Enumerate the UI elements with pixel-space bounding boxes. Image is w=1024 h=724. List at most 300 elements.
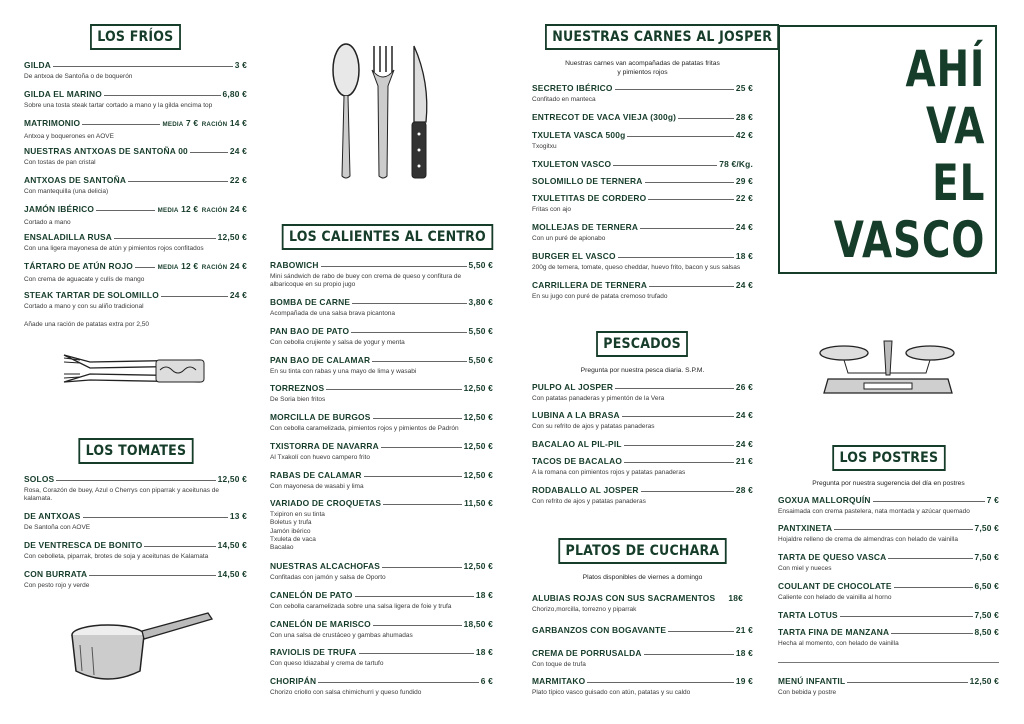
dish-description: Rosa, Corazón de buey, Azul o Cherrys con piparrak y aceitunas de kalamata. [24, 487, 219, 503]
dot-leader [83, 517, 228, 518]
dish-price: 7,50 € [974, 552, 999, 562]
menu-item-row [532, 625, 753, 635]
menu-item-row [24, 232, 247, 242]
dot-leader [381, 447, 462, 448]
dish-description: De Santoña con AOVE [24, 524, 91, 531]
dish-description: Con pesto rojo y verde [24, 582, 90, 589]
menu-item [532, 456, 753, 477]
dish-name: PANTXINETA [778, 523, 833, 533]
dot-leader [373, 625, 462, 626]
dot-leader [648, 199, 734, 200]
menu-item [270, 590, 493, 611]
dish-name: CANELÓN DE PATO [270, 590, 353, 600]
portion-label: RACIÓN [201, 207, 228, 214]
dish-price: 12,50 € [463, 441, 493, 451]
dot-leader [640, 228, 734, 229]
section-title-cuchara: PLATOS DE CUCHARA [558, 538, 726, 564]
dish-description: Plato típico vasco guisado con atún, patatas y su caldo [532, 689, 691, 696]
menu-item-row [778, 581, 999, 591]
dish-description: Fritas con ajo [532, 206, 572, 213]
dish-price: MEDIA 7 € RACIÓN 14 € [162, 118, 247, 128]
menu-item [270, 619, 493, 640]
divider [778, 662, 999, 663]
menu-item-row [270, 470, 493, 480]
menu-item-row [532, 112, 753, 122]
menu-item [270, 260, 493, 290]
menu-item-row [270, 297, 493, 307]
dish-description: Con un puré de apionabo [532, 235, 606, 242]
menu-item [24, 89, 247, 110]
menu-item [532, 593, 753, 614]
dish-price: 6 € [480, 676, 493, 686]
dot-leader [622, 416, 734, 417]
carnes-intro [532, 60, 753, 77]
menu-item-row [270, 647, 493, 657]
dish-name: RABOWICH [270, 260, 319, 270]
dot-leader [355, 596, 474, 597]
menu-item-row [532, 676, 753, 686]
dish-description: Chorizo,morcilla, torrezno y piparrak [532, 606, 637, 613]
dish-price: 8,50 € [974, 627, 999, 637]
dish-price: 28 € [735, 485, 753, 495]
dish-price: 29 € [735, 176, 753, 186]
menu-item [24, 204, 247, 227]
dot-leader [613, 165, 717, 166]
dish-name: BOMBA DE CARNE [270, 297, 351, 307]
menu-item [532, 625, 753, 635]
dish-price: 21 € [735, 625, 753, 635]
dish-name: MARMITAKO [532, 676, 586, 686]
dish-name: TXULETA VASCA 500g [532, 130, 626, 140]
menu-item [778, 523, 999, 544]
dish-name: ENTRECOT DE VACA VIEJA (300g) [532, 112, 677, 122]
menu-item [532, 280, 753, 301]
dish-name: LUBINA A LA BRASA [532, 410, 620, 420]
carnes-intro-line: y pimientos rojos [617, 68, 668, 76]
dish-description: Con bebida y postre [778, 689, 837, 696]
dot-leader [56, 480, 215, 481]
dish-price: 14,50 € [217, 540, 247, 550]
menu-item [532, 410, 753, 431]
dish-description: Con toque de trufa [532, 661, 586, 668]
dish-price: 18 € [475, 647, 493, 657]
dish-description: Ensaimada con crema pastelera, nata montada y azúcar quemado [778, 508, 970, 515]
tongs-icon [60, 350, 230, 395]
dish-price: 13 € [229, 511, 247, 521]
dish-name: NUESTRAS ALCACHOFAS [270, 561, 381, 571]
menu-item-row [270, 326, 493, 336]
dot-leader [587, 682, 734, 683]
section-title-calientes: LOS CALIENTES AL CENTRO [282, 224, 493, 250]
menu-item-row [532, 485, 753, 495]
dot-leader [891, 633, 972, 634]
dish-price: 12,50 € [463, 412, 493, 422]
dot-leader [644, 654, 734, 655]
dish-description: Mini sándwich de rabo de buey con crema de queso y confitura de albaricoque en su propio jugo [270, 273, 462, 289]
dish-description: Con refrito de ajos y patatas panaderas [532, 498, 646, 505]
section-title-pescados: PESCADOS [596, 331, 688, 357]
dish-name: BURGER EL VASCO [532, 251, 616, 261]
menu-item [532, 251, 753, 272]
dot-leader [834, 529, 972, 530]
menu-item [270, 441, 493, 462]
dish-name: CARRILLERA DE TERNERA [532, 280, 648, 290]
dish-name: PAN BAO DE PATO [270, 326, 350, 336]
section-title-tomates: LOS TOMATES [78, 438, 193, 464]
menu-item-row [532, 222, 753, 232]
menu-item-row [270, 441, 493, 451]
dish-description: Caliente con helado de vainilla al horno [778, 594, 892, 601]
section-title-carnes: NUESTRAS CARNES AL JOSPER [545, 24, 779, 50]
dish-name: STEAK TARTAR DE SOLOMILLO [24, 290, 159, 300]
menu-item-row [24, 474, 247, 484]
dish-description: Con queso Idiazabal y crema de tartufo [270, 660, 384, 667]
dish-name: RODABALLO AL JOSPER [532, 485, 639, 495]
dish-price: 22 € [735, 193, 753, 203]
menu-item-row [532, 593, 753, 603]
dish-price: MEDIA 12 € RACIÓN 24 € [157, 204, 247, 214]
menu-item [24, 146, 247, 167]
menu-item [24, 474, 247, 504]
menu-item [270, 326, 493, 347]
menu-item-row [24, 569, 247, 579]
dish-price: 24 € [229, 146, 247, 156]
dish-price: 12,50 € [217, 474, 247, 484]
dish-price: 6,80 € [222, 89, 247, 99]
menu-item-row [270, 412, 493, 422]
dot-leader [627, 136, 733, 137]
dish-name: TARTA FINA DE MANZANA [778, 627, 890, 637]
dish-name: BACALAO AL PIL-PIL [532, 439, 622, 449]
dot-leader [382, 567, 462, 568]
dot-leader [373, 418, 462, 419]
dish-price: 7,50 € [974, 523, 999, 533]
dot-leader [82, 124, 159, 125]
dot-leader [114, 238, 216, 239]
brand-logo: AHÍ VA EL VASCO [833, 40, 985, 269]
dish-price: 18 € [735, 251, 753, 261]
menu-item [532, 676, 753, 697]
dot-leader [383, 504, 462, 505]
dish-description: Sobre una tosta steak tartar cortado a mano y la gilda encima top [24, 102, 213, 109]
dish-price: 24 € [735, 280, 753, 290]
dish-description: Con cebolleta, piparrak, brotes de soja y aceitunas de Kalamata [24, 553, 209, 560]
menu-item [270, 676, 493, 697]
frios-note: Añade una ración de patatas extra por 2,50 [24, 321, 150, 328]
menu-item [24, 569, 247, 590]
dish-description: Con cebolla caramelizada, pimientos rojos y pimientos de Padrón [270, 425, 459, 432]
menu-item-row [24, 204, 247, 216]
dot-leader [359, 653, 474, 654]
dot-leader [888, 558, 972, 559]
menu-item [270, 561, 493, 582]
dish-description: Con una salsa de crustáceo y gambas ahumadas [270, 632, 413, 639]
menu-item [270, 383, 493, 404]
menu-item-row [532, 159, 753, 169]
menu-item [24, 290, 247, 311]
menu-item [24, 261, 247, 284]
dish-price: 24 € [229, 290, 247, 300]
dish-price: 19 € [735, 676, 753, 686]
dot-leader [144, 546, 215, 547]
menu-item-row [532, 382, 753, 392]
menu-item-row [532, 83, 753, 93]
dish-name: GILDA [24, 60, 52, 70]
menu-item-row [532, 456, 753, 466]
menu-item [270, 498, 493, 552]
menu-item-row [778, 552, 999, 562]
menu-item [270, 647, 493, 668]
dish-name: ENSALADILLA RUSA [24, 232, 113, 242]
dish-price: 6,50 € [974, 581, 999, 591]
menu-item-row [24, 540, 247, 550]
dish-price: 24 € [735, 439, 753, 449]
dish-price: 11,50 € [464, 498, 493, 508]
dish-price: 5,50 € [468, 355, 493, 365]
menu-item-row [532, 410, 753, 420]
dish-description: Al Txakolí con huevo campero frito [270, 454, 370, 461]
dot-leader [53, 66, 233, 67]
dish-description: Confitadas con jamón y salsa de Oporto [270, 574, 386, 581]
dish-price: 21 € [735, 456, 753, 466]
menu-item-row [24, 511, 247, 521]
dish-description: Con cebolla caramelizada sobre una salsa ligera de foie y trufa [270, 603, 452, 610]
menu-item-row [270, 260, 493, 270]
column-carnes-pescados-cuchara [532, 0, 773, 724]
dish-price: 25 € [735, 83, 753, 93]
dot-leader [135, 267, 155, 268]
menu-item-row [532, 439, 753, 449]
dot-leader [89, 575, 215, 576]
menu-item-row [532, 193, 753, 203]
dish-price: 28 € [735, 112, 753, 122]
dish-price: 14,50 € [217, 569, 247, 579]
dish-name: MOLLEJAS DE TERNERA [532, 222, 639, 232]
dish-description: Con cebolla crujiente y salsa de yogur y menta [270, 339, 405, 346]
dish-name: NUESTRAS ANTXOAS DE SANTOÑA 00 [24, 146, 188, 156]
dish-description: Con mayonesa de wasabi y lima [270, 483, 364, 490]
dish-description: Hecha al momento, con helado de vainilla [778, 640, 899, 647]
dish-description: Chorizo criollo con salsa chimichurri y queso fundido [270, 689, 422, 696]
dish-name: CREMA DE PORRUSALDA [532, 648, 642, 658]
menu-item [270, 470, 493, 491]
dish-description [270, 511, 493, 552]
menu-item-row [24, 261, 247, 273]
dot-leader [326, 389, 461, 390]
dish-price: 12,50 € [463, 470, 493, 480]
dish-name: TARTA LOTUS [778, 610, 838, 620]
menu-item-row [532, 130, 753, 140]
dot-leader [161, 296, 228, 297]
dish-name: GARBANZOS CON BOGAVANTE [532, 625, 667, 635]
dish-description-line: Jamón ibérico [270, 527, 311, 535]
dish-name: ANTXOAS DE SANTOÑA [24, 175, 127, 185]
menu-item-row [778, 676, 999, 686]
menu-item [778, 676, 999, 697]
menu-item [778, 610, 999, 620]
menu-item [532, 382, 753, 403]
dot-leader [615, 89, 734, 90]
dish-price: 3,80 € [468, 297, 493, 307]
dot-leader [840, 616, 973, 617]
dish-name: TXULETITAS DE CORDERO [532, 193, 647, 203]
menu-item [778, 552, 999, 573]
column-frios-tomates [24, 0, 247, 724]
menu-item-row [270, 590, 493, 600]
dot-leader [624, 445, 734, 446]
dot-leader [190, 152, 228, 153]
menu-item-row [532, 251, 753, 261]
dish-price: 18€ [728, 593, 743, 603]
dish-description-line: Txipiron en su tinta [270, 511, 325, 518]
dish-description: De antxoa de Santoña o de boquerón [24, 73, 133, 80]
menu-item [532, 193, 753, 214]
dish-price: 5,50 € [468, 326, 493, 336]
menu-item-row [270, 561, 493, 571]
dish-price: 18 € [735, 648, 753, 658]
menu-item-row [270, 676, 493, 686]
saucepan-icon [68, 605, 238, 690]
dot-leader [318, 682, 478, 683]
menu-item [532, 83, 753, 104]
dish-name: PAN BAO DE CALAMAR [270, 355, 371, 365]
dot-leader [352, 303, 466, 304]
dish-description: De Soria bien fritos [270, 396, 326, 403]
portion-label: RACIÓN [201, 264, 228, 271]
dish-name: CHORIPÁN [270, 676, 317, 686]
dish-name: DE ANTXOAS [24, 511, 81, 521]
dish-name: MORCILLA DE BURGOS [270, 412, 371, 422]
menu-item-row [532, 648, 753, 658]
column-postres [778, 0, 999, 724]
dish-description: Con tostas de pan cristal [24, 159, 96, 166]
menu-item [778, 627, 999, 648]
dish-name: MATRIMONIO [24, 118, 81, 128]
menu-item-row [532, 176, 753, 186]
dish-price: 18 € [475, 590, 493, 600]
menu-item-row [778, 495, 999, 505]
menu-item [24, 511, 247, 532]
dot-leader [649, 286, 734, 287]
dish-price: 5,50 € [468, 260, 493, 270]
dish-price: 12,50 € [217, 232, 247, 242]
dish-description: Con miel y nueces [778, 565, 832, 572]
dot-leader [894, 587, 973, 588]
dish-name: TORREZNOS [270, 383, 325, 393]
dish-name: DE VENTRESCA DE BONITO [24, 540, 143, 550]
portion-label: MEDIA [157, 207, 179, 214]
dish-name: PULPO AL JOSPER [532, 382, 614, 392]
postres-intro: Pregunta por nuestra sugerencia del día en postres [812, 480, 965, 487]
menu-item [270, 412, 493, 433]
dish-price: 7 € [986, 495, 999, 505]
section-title-frios: LOS FRÍOS [90, 24, 181, 50]
dot-leader [372, 361, 466, 362]
dish-name: JAMÓN IBÉRICO [24, 204, 95, 214]
dish-name: COULANT DE CHOCOLATE [778, 581, 892, 591]
menu-item-row [24, 175, 247, 185]
dish-name: CON BURRATA [24, 569, 88, 579]
dish-name: TXISTORRA DE NAVARRA [270, 441, 379, 451]
dish-name: VARIADO DE CROQUETAS [270, 498, 382, 508]
dot-leader [128, 181, 228, 182]
menu-item-row [778, 627, 999, 637]
carnes-intro-line: Nuestras carnes van acompañadas de patatas fritas [565, 60, 720, 67]
menu-item-row [778, 610, 999, 620]
menu-item [532, 130, 753, 151]
dish-price: 22 € [229, 175, 247, 185]
dish-description: En su jugo con puré de patata cremoso trufado [532, 293, 668, 300]
cutlery-icon [330, 42, 440, 187]
dot-leader [364, 476, 462, 477]
menu-item [532, 485, 753, 506]
section-title-postres: LOS POSTRES [832, 445, 945, 471]
portion-label: MEDIA [157, 264, 179, 271]
dish-price: 24 € [735, 222, 753, 232]
menu-item [532, 159, 753, 169]
menu-item [24, 175, 247, 196]
dot-leader [618, 257, 734, 258]
menu-item-row [24, 89, 247, 99]
dish-description: 200g de ternera, tomate, queso cheddar, huevo frito, bacon y sus salsas [532, 264, 741, 271]
dish-name: CANELÓN DE MARISCO [270, 619, 371, 629]
menu-item [532, 112, 753, 122]
dish-price: 12,50 € [463, 561, 493, 571]
menu-item [24, 540, 247, 561]
dish-name: MENÚ INFANTIL [778, 676, 846, 686]
menu-item-row [24, 60, 247, 70]
dish-description: Con crema de aguacate y culís de mango [24, 276, 145, 283]
dot-leader [641, 491, 734, 492]
dot-leader [351, 332, 466, 333]
dot-leader [615, 388, 734, 389]
dish-description: Con su refrito de ajos y patatas panaderas [532, 423, 655, 430]
dot-leader [678, 118, 734, 119]
menu-item [532, 648, 753, 669]
dish-name: TÁRTARO DE ATÚN ROJO [24, 261, 133, 271]
dish-name: GILDA EL MARINO [24, 89, 102, 99]
menu-item [532, 222, 753, 243]
portion-label: MEDIA [162, 121, 184, 128]
dish-description-line: Bacalao [270, 544, 294, 552]
menu-item-row [24, 118, 247, 130]
dish-price: 12,50 € [969, 676, 999, 686]
menu-item-row [270, 355, 493, 365]
menu-item [24, 118, 247, 141]
menu-item-row [778, 523, 999, 533]
dish-description: Con mantequilla (una delicia) [24, 188, 109, 195]
dish-description: Acompañada de una salsa brava picantona [270, 310, 396, 317]
menu-item [778, 495, 999, 516]
dot-leader [668, 631, 734, 632]
dish-description: Cortado a mano y con su aliño tradicional [24, 303, 144, 310]
dish-name: SOLOS [24, 474, 55, 484]
dish-description: A la romana con pimientos rojos y patatas panaderas [532, 469, 686, 476]
dish-description: Con una ligera mayonesa de atún y pimientos rojos confitados [24, 245, 204, 252]
dish-description: Cortado a mano [24, 219, 71, 226]
dish-name: TXULETON VASCO [532, 159, 612, 169]
dish-description: Txogitxu [532, 143, 557, 150]
menu-item [24, 60, 247, 81]
menu-item [532, 439, 753, 449]
menu-item [778, 581, 999, 602]
dish-name: ALUBIAS ROJAS CON SUS SACRAMENTOS [532, 593, 716, 603]
dish-name: SECRETO IBÉRICO [532, 83, 613, 93]
dot-leader [847, 682, 967, 683]
menu-item-row [270, 498, 493, 508]
dot-leader [645, 182, 734, 183]
dish-description: En su tinta con rabas y una mayo de lima y wasabi [270, 368, 417, 375]
